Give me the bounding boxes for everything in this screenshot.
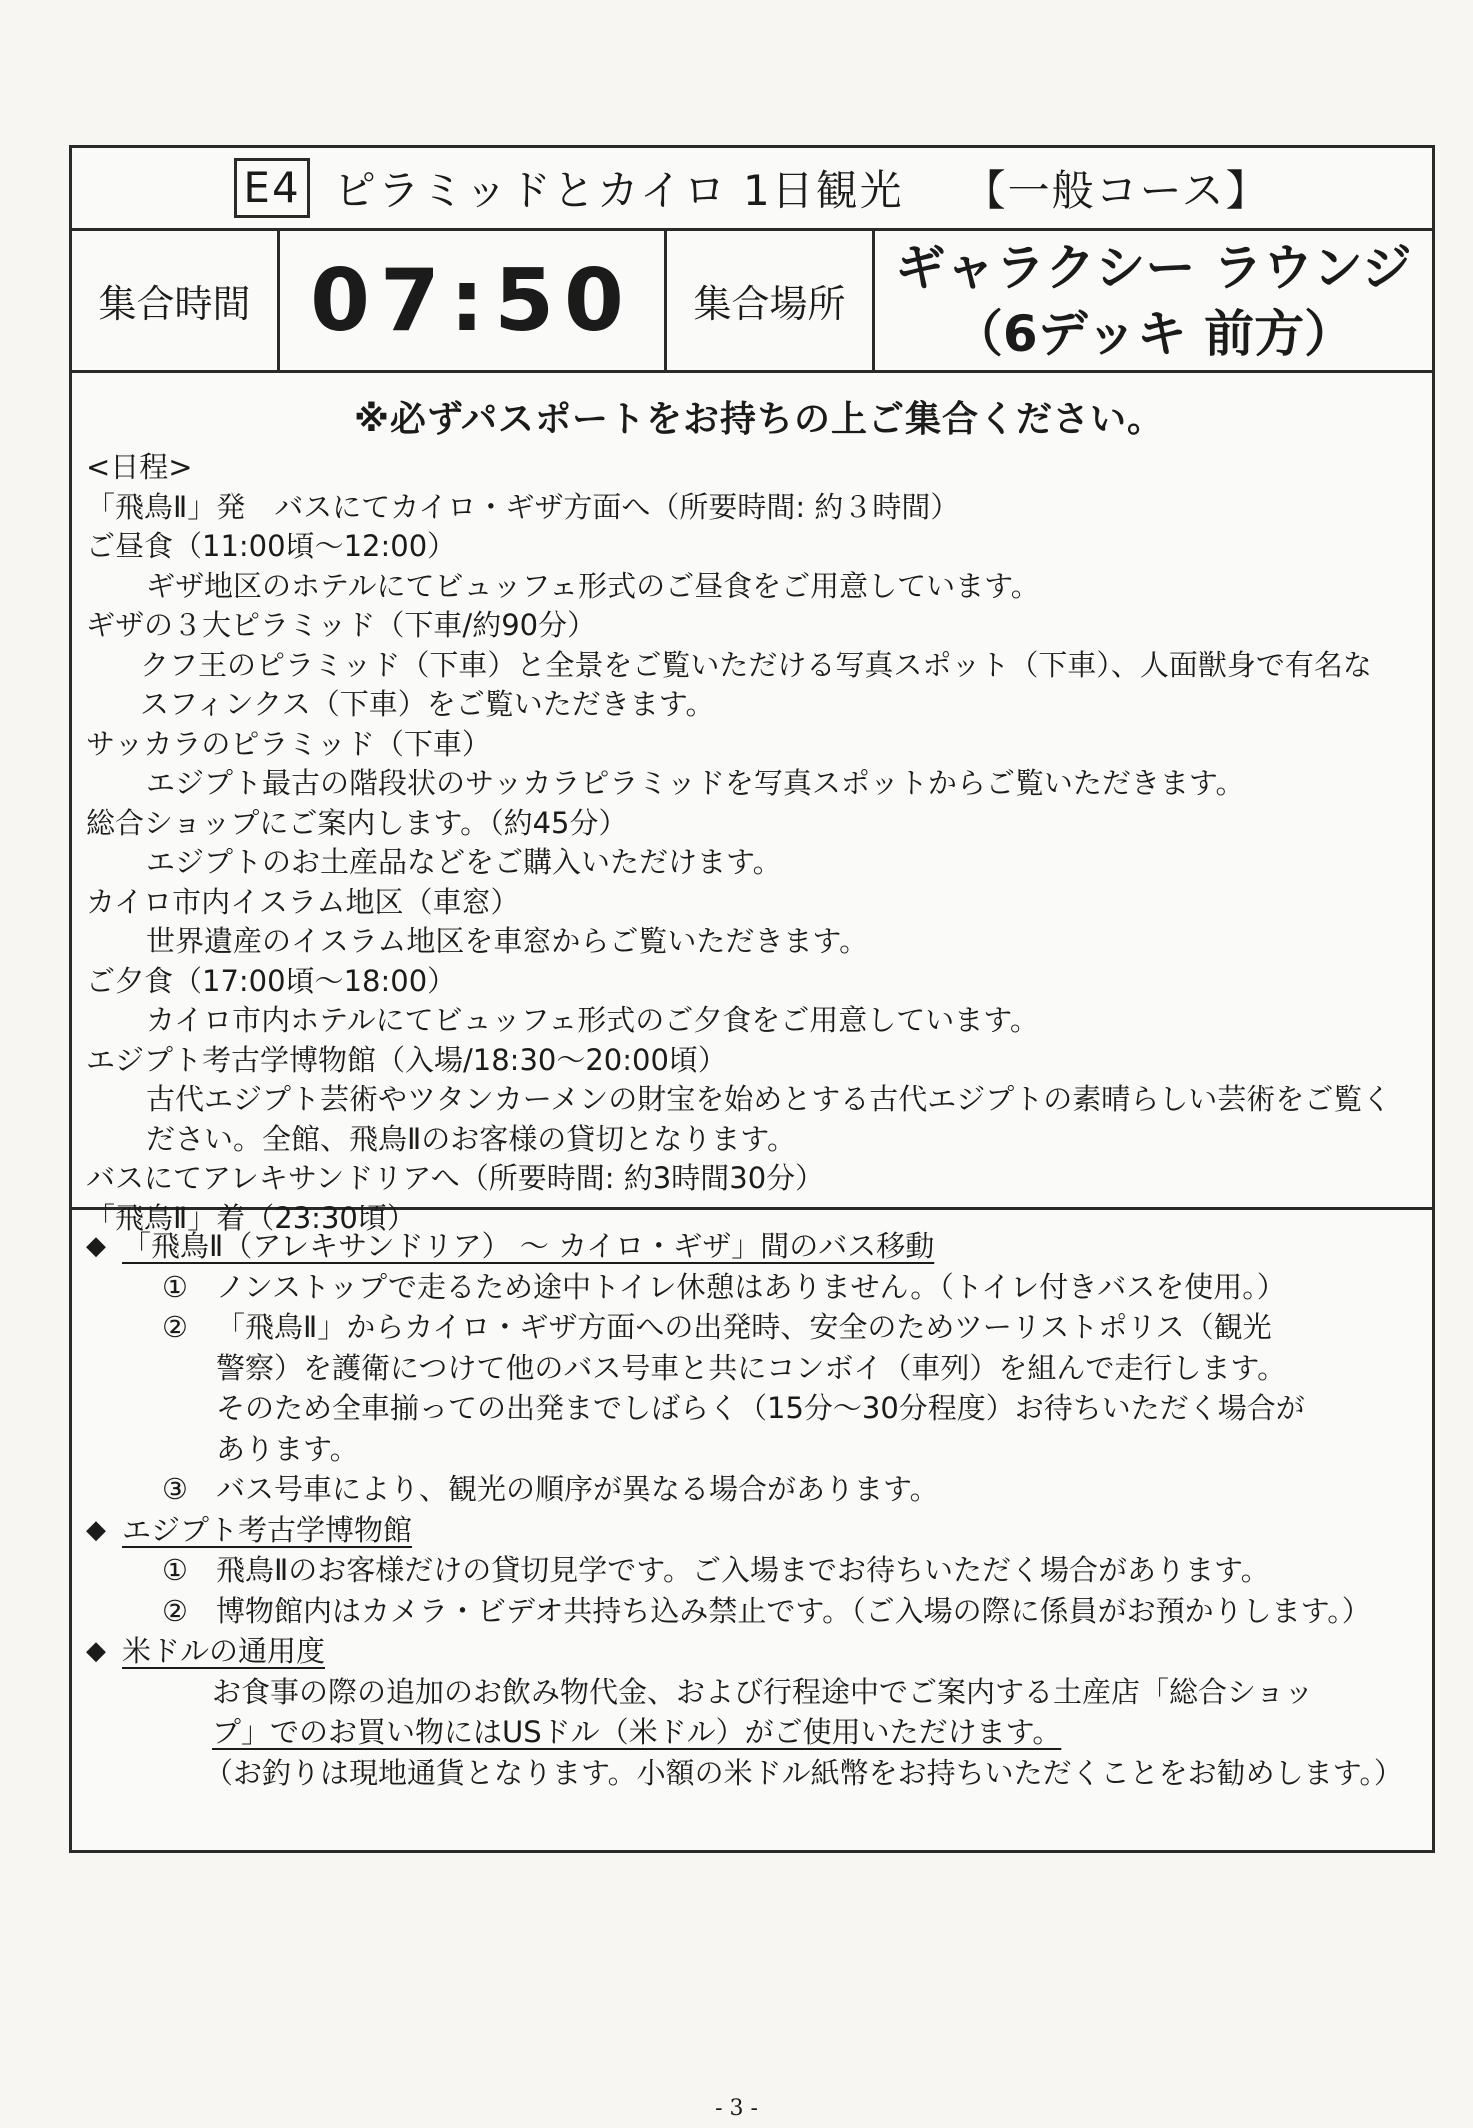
schedule-line: カイロ市内イスラム地区（車窓） (86, 884, 520, 919)
meeting-place (875, 231, 1432, 370)
schedule-line: エジプト考古学博物館（入場/18:30～20:00頃） (86, 1042, 727, 1077)
note-number: ③ (162, 1472, 188, 1506)
schedule-line: エジプトのお土産品などをご購入いただけます。 (146, 845, 782, 879)
bus-note-2-cont: そのため全車揃っての出発までしばらく（15分～30分程度）お待ちいただく場合が (216, 1391, 1305, 1425)
meeting-place-line1: ギャラクシー ラウンジ (895, 238, 1412, 297)
schedule-line: ご夕食（17:00頃～18:00） (86, 963, 457, 998)
tour-code: E4 (234, 158, 309, 218)
note-text: バス号車により、観光の順序が異なる場合があります。 (216, 1472, 939, 1506)
schedule-line: ご昼食（11:00頃～12:00） (86, 529, 457, 563)
schedule-line: バスにてアレキサンドリアへ（所要時間: 約3時間30分） (86, 1161, 825, 1195)
museum-heading: エジプト考古学博物館 (122, 1512, 413, 1547)
time-label: 集合時間 (72, 231, 280, 370)
museum-note-1 (86, 1550, 1432, 1591)
schedule-line: カイロ市内ホテルにてビュッフェ形式のご夕食をご用意しています。 (146, 1003, 1039, 1037)
meeting-time: 07:50 (280, 231, 667, 370)
bus-note-2 (86, 1307, 1432, 1348)
bus-note-3 (86, 1469, 1432, 1510)
usd-note-line: （お釣りは現地通貨となります。小額の米ドル紙幣をお持ちいただくことをお勧めします。） (204, 1755, 1403, 1790)
usd-note-line: プ」でのお買い物にはUSドル（米ドル）がご使用いただけます。 (212, 1715, 1062, 1749)
usd-heading-row (86, 1631, 1432, 1672)
schedule-section (72, 373, 1432, 1235)
note-text: 博物館内はカメラ・ビデオ共持ち込み禁止です。（ご入場の際に係員がお預かりします。） (216, 1593, 1371, 1628)
schedule-line: <日程> (86, 450, 193, 484)
bus-heading: 「飛鳥Ⅱ（アレキサンドリア） ～ カイロ・ギザ」間のバス移動 (122, 1229, 935, 1263)
page-number: - 3 - (715, 2096, 758, 2121)
schedule-line: スフィンクス（下車）をご覧いただきます。 (140, 687, 715, 721)
notes-section (72, 1210, 1432, 1793)
schedule-line: エジプト最古の階段状のサッカラピラミッドを写真スポットからご覧いただきます。 (146, 766, 1245, 800)
note-text: 飛鳥Ⅱのお客様だけの貸切見学です。ご入場までお待ちいただく場合があります。 (216, 1553, 1270, 1587)
meeting-info-row (72, 231, 1432, 373)
usd-note-line: お食事の際の追加のお飲み物代金、および行程途中でご案内する土産店「総合ショッ (212, 1674, 1314, 1709)
diamond-bullet-icon: ◆ (86, 1231, 106, 1261)
schedule-list (86, 448, 1432, 1238)
note-text: 「飛鳥Ⅱ」からカイロ・ギザ方面への出発時、安全のためツーリストポリス（観光 (216, 1310, 1272, 1344)
schedule-line: 総合ショップにご案内します。（約45分） (86, 805, 628, 840)
bus-heading-row (86, 1226, 1432, 1267)
passport-notice: ※必ずパスポートをお持ちの上ご集合ください。 (353, 399, 1165, 440)
schedule-line: ギザ地区のホテルにてビュッフェ形式のご昼食をご用意しています。 (146, 568, 1040, 603)
schedule-line: クフ王のピラミッド（下車）と全景をご覧いただける写真スポット（下車）、人面獣身で有名な (140, 647, 1372, 682)
schedule-line: 世界遺産のイスラム地区を車窓からご覧いただきます。 (146, 924, 869, 958)
note-number: ① (162, 1269, 188, 1304)
schedule-line: 古代エジプト芸術やツタンカーメンの財宝を始めとする古代エジプトの素晴らしい芸術をご覧く (146, 1082, 1392, 1116)
schedule-line: ギザの３大ピラミッド（下車/約90分） (86, 608, 597, 642)
tour-title: ピラミッドとカイロ 1日観光 (333, 166, 904, 215)
usd-heading: 米ドルの通用度 (122, 1634, 326, 1668)
diamond-bullet-icon: ◆ (86, 1514, 106, 1545)
schedule-line: サッカラのピラミッド（下車） (86, 726, 491, 761)
bus-note-2-cont: あります。 (216, 1431, 359, 1466)
bus-note-2-cont: 警察）を護衛につけて他のバス号車と共にコンボイ（車列）を組んで走行します。 (216, 1350, 1287, 1385)
schedule-line: ださい。全館、飛鳥Ⅱのお客様の貸切となります。 (146, 1121, 796, 1156)
diamond-bullet-icon: ◆ (86, 1636, 106, 1666)
note-number: ② (162, 1593, 188, 1628)
note-number: ② (162, 1310, 188, 1344)
schedule-line: 「飛鳥Ⅱ」発 バスにてカイロ・ギザ方面へ（所要時間: 約３時間） (86, 489, 960, 524)
place-label: 集合場所 (667, 231, 875, 370)
note-number: ① (162, 1553, 188, 1587)
bus-note-1 (86, 1267, 1432, 1308)
title-row (72, 148, 1432, 231)
schedule-line: 「飛鳥Ⅱ」着（23:30頃） (86, 1200, 416, 1235)
museum-heading-row (86, 1510, 1432, 1551)
tour-info-frame (69, 145, 1435, 1853)
course-label: 【一般コース】 (963, 166, 1270, 215)
meeting-place-line2: （6デッキ 前方） (952, 304, 1355, 363)
museum-note-2 (86, 1591, 1432, 1632)
note-text: ノンストップで走るため途中トイレ休憩はありません。（トイレ付きバスを使用。） (216, 1269, 1286, 1304)
